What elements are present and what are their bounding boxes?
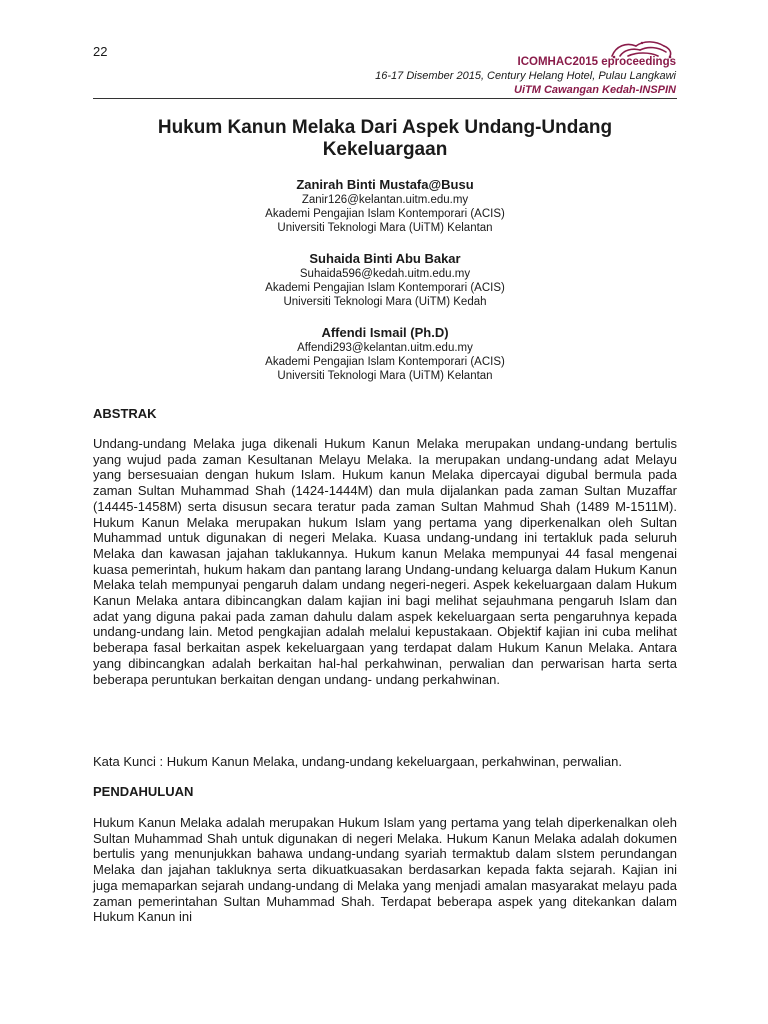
- author-email: Suhaida596@kedah.uitm.edu.my: [299, 268, 471, 280]
- author-institution: Universiti Teknologi Mara (UiTM) Kelantan: [277, 222, 493, 234]
- author-affiliation: Akademi Pengajian Islam Kontemporari (ACIS): [265, 356, 505, 368]
- author-block: [93, 176, 677, 235]
- paper-title: Hukum Kanun Melaka Dari Aspek Undang-Undang Kekeluargaan: [157, 117, 613, 160]
- author-institution: Universiti Teknologi Mara (UiTM) Kedah: [283, 296, 487, 308]
- keywords: Kata Kunci : Hukum Kanun Melaka, undang-undang kekeluargaan, perkahwinan, perwalian.: [93, 754, 623, 769]
- abstract-heading: ABSTRAK: [93, 406, 157, 421]
- conference-organizer: UiTM Cawangan Kedah-INSPIN: [514, 84, 676, 96]
- author-block: [93, 250, 677, 309]
- conference-header: [375, 55, 676, 97]
- abstract-text: Undang-undang Melaka juga dikenali Hukum Kanun Melaka merupakan undang-undang bertulis yang wujud pada zaman Kesultanan Melayu Melaka. Ia merupakan undang-undang adat Melayu yang bersesuaian dengan hukum Islam. Hukum kanun Melaka dipercayai digubal bermula pada zaman Sultan Muhammad Shah (1424-1444M) dan mula dijalankan pada zaman Sultan Muzaffar (14445-1458M) serta disusun secara teratur pada zaman Sultan Mahmud Shah (1489 M-1511M). Hukum Kanun Melaka merupakan hukum Islam yang pertama yang diperkenalkan oleh Sultan Muhammad untuk digunakan di negeri Melaka. Kuasa undang-undang ini tertakluk pada seluruh Melaka dan kawasan jajahan taklukannya. Hukum kanun Melaka mempunyai 44 fasal mengenai kuasa pemerintah, hukum hakam dan pantang larang Undang-undang keluarga dalam Hukum Kanun Melaka telah mempunyai pengaruh dalam undang negeri-negeri. Aspek kekeluargaan dalam Hukum Kanun Melaka antara dibincangkan dalam kajian ini bagi melihat sejauhmana pengaruh Islam dan adat yang diguna pakai pada zaman dahulu dalam aspek kekeluargaan serta pengaruhnya kepada undang-undang lain. Metod pengkajian adalah melalui kepustakaan. Objektif kajian ini cuba melihat beberapa fasal berkaitan aspek kekeluargaan yang terdapat dalam Hukum Kanun Melaka. Antara yang dibincangkan adalah berkaitan hal-hal perkahwinan, perwalian dan perwarisan harta serta beberapa peruntukan berkaitan dengan undang- undang perkahwinan.: [93, 436, 677, 687]
- author-name: Suhaida Binti Abu Bakar: [309, 251, 461, 266]
- author-email: Affendi293@kelantan.uitm.edu.my: [297, 342, 473, 354]
- introduction-text: Hukum Kanun Melaka adalah merupakan Hukum Islam yang pertama yang telah diperkenalkan oleh Sultan Muhammad Shah untuk digunakan di negeri Melaka. Hukum Kanun Melaka adalah dokumen bertulis yang menunjukkan bahawa undang-undang syariah termaktub dalam sIstem perundangan Melaka dan jajahan takluknya serta dikuatkuasakan berdasarkan kepada fakta sejarah. Kajian ini juga memaparkan sejarah undang-undang di Melaka yang menjadi amalan masyarakat melayu pada zaman pemerintahan Sultan Muhammad Shah. Terdapat beberapa aspek yang ditekankan dalam Hukum Kanun ini: [93, 815, 677, 925]
- page-number: 22: [93, 44, 108, 59]
- author-list: [93, 176, 677, 398]
- introduction-heading: PENDAHULUAN: [93, 784, 194, 799]
- author-institution: Universiti Teknologi Mara (UiTM) Kelantan: [277, 370, 493, 382]
- author-affiliation: Akademi Pengajian Islam Kontemporari (ACIS): [265, 208, 505, 220]
- author-name: Affendi Ismail (Ph.D): [321, 325, 449, 340]
- author-block: [93, 324, 677, 383]
- conference-date-location: 16-17 Disember 2015, Century Helang Hotel, Pulau Langkawi: [375, 70, 676, 82]
- conference-name: ICOMHAC2015 eproceedings: [517, 56, 676, 68]
- author-affiliation: Akademi Pengajian Islam Kontemporari (ACIS): [265, 282, 505, 294]
- author-email: Zanir126@kelantan.uitm.edu.my: [301, 194, 469, 206]
- header-divider: [93, 98, 677, 99]
- author-name: Zanirah Binti Mustafa@Busu: [296, 177, 474, 192]
